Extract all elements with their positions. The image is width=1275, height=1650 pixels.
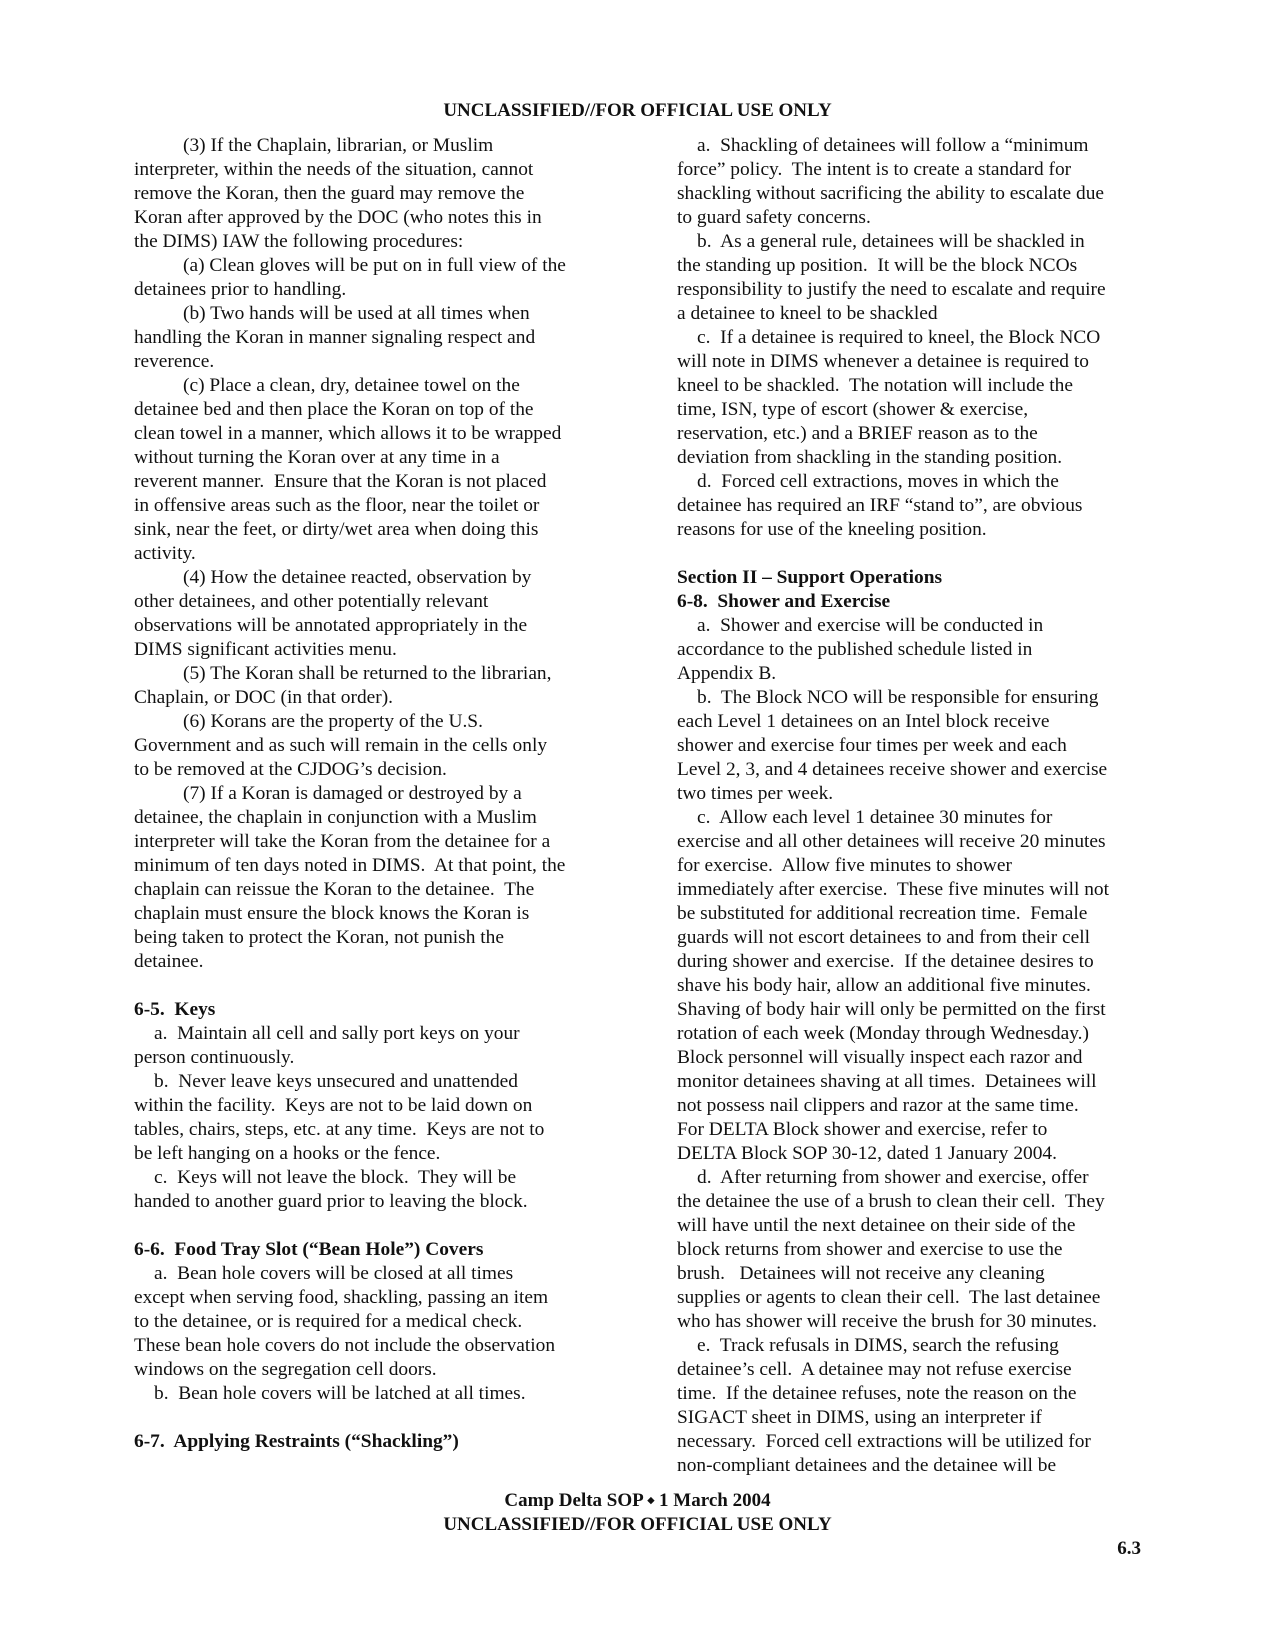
text-line: time, ISN, type of escort (shower & exercise,: [677, 399, 1029, 420]
text-line: each Level 1 detainees on an Intel block receive: [677, 711, 1050, 732]
text-line: during shower and exercise. If the detainee desires to: [677, 951, 1094, 972]
text-line: DIMS significant activities menu.: [134, 639, 397, 660]
text-line: who has shower will receive the brush for 30 minutes.: [677, 1311, 1098, 1332]
text-line: a. Maintain all cell and sally port keys on your: [154, 1023, 520, 1044]
paragraph-spacer: [134, 1214, 604, 1238]
text-line: handling the Koran in manner signaling respect and: [134, 327, 536, 348]
text-line: brush. Detainees will not receive any cleaning: [677, 1263, 1045, 1284]
text-line: other detainees, and other potentially relevant: [134, 591, 489, 612]
text-line: except when serving food, shackling, passing an item: [134, 1287, 549, 1308]
text-line: reservation, etc.) and a BRIEF reason as to the: [677, 423, 1038, 444]
text-line: minimum of ten days noted in DIMS. At that point, the: [134, 855, 566, 876]
text-line: in offensive areas such as the floor, near the toilet or: [134, 495, 540, 516]
section-heading: 6-6. Food Tray Slot (“Bean Hole”) Covers: [134, 1239, 484, 1260]
text-line: clean towel in a manner, which allows it to be wrapped: [134, 423, 562, 444]
text-line: a. Bean hole covers will be closed at all times: [154, 1263, 514, 1284]
text-line: being taken to protect the Koran, not punish the: [134, 927, 504, 948]
text-line: kneel to be shackled. The notation will include the: [677, 375, 1073, 396]
text-line: d. Forced cell extractions, moves in which the: [697, 471, 1059, 492]
text-line: a. Shackling of detainees will follow a “minimum: [697, 135, 1089, 156]
text-line: (6) Korans are the property of the U.S.: [183, 711, 483, 732]
text-line: be substituted for additional recreation time. Female: [677, 903, 1088, 924]
text-line: within the facility. Keys are not to be laid down on: [134, 1095, 533, 1116]
text-line: e. Track refusals in DIMS, search the refusing: [697, 1335, 1059, 1356]
text-line: a detainee to kneel to be shackled: [677, 303, 938, 324]
text-line: person continuously.: [134, 1047, 295, 1068]
text-line: guards will not escort detainees to and from their cell: [677, 927, 1090, 948]
text-line: non-compliant detainees and the detainee will be: [677, 1455, 1057, 1476]
text-line: not possess nail clippers and razor at the same time.: [677, 1095, 1079, 1116]
text-line: time. If the detainee refuses, note the reason on the: [677, 1383, 1077, 1404]
text-line: tables, chairs, steps, etc. at any time. Keys are not to: [134, 1119, 545, 1140]
text-line: shave his body hair, allow an additional five minutes.: [677, 975, 1091, 996]
text-line: block returns from shower and exercise to use the: [677, 1239, 1063, 1260]
classification-footer: UNCLASSIFIED//FOR OFFICIAL USE ONLY: [443, 1514, 832, 1535]
text-line: shower and exercise four times per week and each: [677, 735, 1067, 756]
text-line: a. Shower and exercise will be conducted in: [697, 615, 1044, 636]
text-line: rotation of each week (Monday through Wednesday.): [677, 1023, 1089, 1044]
section-heading: Section II – Support Operations: [677, 567, 943, 588]
paragraph-spacer: [134, 1406, 604, 1430]
text-line: c. Keys will not leave the block. They will be: [154, 1167, 517, 1188]
text-line: (7) If a Koran is damaged or destroyed by a: [183, 783, 522, 804]
paragraph-spacer: [677, 542, 1147, 566]
text-line: detainee bed and then place the Koran on top of the: [134, 399, 534, 420]
text-line: sink, near the feet, or dirty/wet area when doing this: [134, 519, 539, 540]
text-line: responsibility to justify the need to escalate and require: [677, 279, 1106, 300]
left-column: [134, 134, 604, 1454]
text-line: to guard safety concerns.: [677, 207, 871, 228]
text-line: (c) Place a clean, dry, detainee towel on the: [183, 375, 520, 396]
right-column: [677, 134, 1147, 1478]
text-line: necessary. Forced cell extractions will be utilized for: [677, 1431, 1091, 1452]
text-line: DELTA Block SOP 30-12, dated 1 January 2004.: [677, 1143, 1057, 1164]
text-line: windows on the segregation cell doors.: [134, 1359, 437, 1380]
text-line: Block personnel will visually inspect each razor and: [677, 1047, 1083, 1068]
text-line: remove the Koran, then the guard may remove the: [134, 183, 525, 204]
text-line: will note in DIMS whenever a detainee is required to: [677, 351, 1089, 372]
text-line: d. After returning from shower and exercise, offer: [697, 1167, 1089, 1188]
text-line: be left hanging on a hooks or the fence.: [134, 1143, 441, 1164]
section-heading: 6-7. Applying Restraints (“Shackling”): [134, 1431, 459, 1452]
text-line: Shaving of body hair will only be permitted on the first: [677, 999, 1106, 1020]
text-line: to be removed at the CJDOG’s decision.: [134, 759, 447, 780]
text-line: handed to another guard prior to leaving the block.: [134, 1191, 528, 1212]
text-line: (5) The Koran shall be returned to the librarian,: [183, 663, 552, 684]
text-line: the detainee the use of a brush to clean their cell. They: [677, 1191, 1105, 1212]
text-line: b. As a general rule, detainees will be shackled in: [697, 231, 1085, 252]
text-line: exercise and all other detainees will receive 20 minutes: [677, 831, 1106, 852]
text-line: chaplain can reissue the Koran to the detainee. The: [134, 879, 535, 900]
text-line: deviation from shackling in the standing position.: [677, 447, 1063, 468]
text-line: will have until the next detainee on their side of the: [677, 1215, 1076, 1236]
text-line: c. Allow each level 1 detainee 30 minutes for: [697, 807, 1053, 828]
text-line: b. The Block NCO will be responsible for ensuring: [697, 687, 1099, 708]
text-line: c. If a detainee is required to kneel, the Block NCO: [697, 327, 1101, 348]
text-line: b. Never leave keys unsecured and unattended: [154, 1071, 518, 1092]
text-line: two times per week.: [677, 783, 834, 804]
text-line: the DIMS) IAW the following procedures:: [134, 231, 464, 252]
text-line: (4) How the detainee reacted, observation by: [183, 567, 532, 588]
text-line: supplies or agents to clean their cell. The last detainee: [677, 1287, 1101, 1308]
text-line: detainee’s cell. A detainee may not refuse exercise: [677, 1359, 1072, 1380]
text-line: detainee, the chaplain in conjunction with a Muslim: [134, 807, 537, 828]
text-line: For DELTA Block shower and exercise, refer to: [677, 1119, 1048, 1140]
text-line: observations will be annotated appropriately in the: [134, 615, 528, 636]
text-line: chaplain must ensure the block knows the Koran is: [134, 903, 530, 924]
text-line: detainee has required an IRF “stand to”, are obvious: [677, 495, 1083, 516]
section-heading: 6-8. Shower and Exercise: [677, 591, 891, 612]
text-line: activity.: [134, 543, 196, 564]
text-line: to the detainee, or is required for a medical check.: [134, 1311, 523, 1332]
text-line: interpreter will take the Koran from the detainee for a: [134, 831, 551, 852]
text-line: immediately after exercise. These five minutes will not: [677, 879, 1110, 900]
text-line: reasons for use of the kneeling position.: [677, 519, 987, 540]
text-line: SIGACT sheet in DIMS, using an interpreter if: [677, 1407, 1042, 1428]
text-line: for exercise. Allow five minutes to shower: [677, 855, 1012, 876]
text-line: detainee.: [134, 951, 204, 972]
text-line: (a) Clean gloves will be put on in full view of the: [183, 255, 566, 276]
footer-title: Camp Delta SOP ⬩ 1 March 2004: [504, 1490, 771, 1511]
text-line: accordance to the published schedule listed in: [677, 639, 1033, 660]
text-line: (b) Two hands will be used at all times when: [183, 303, 530, 324]
text-line: monitor detainees shaving at all times. Detainees will: [677, 1071, 1097, 1092]
text-line: Chaplain, or DOC (in that order).: [134, 687, 394, 708]
text-line: b. Bean hole covers will be latched at all times.: [154, 1383, 526, 1404]
text-line: interpreter, within the needs of the situation, cannot: [134, 159, 534, 180]
text-line: These bean hole covers do not include the observation: [134, 1335, 556, 1356]
text-line: reverence.: [134, 351, 215, 372]
text-line: reverent manner. Ensure that the Koran is not placed: [134, 471, 547, 492]
text-line: shackling without sacrificing the ability to escalate due: [677, 183, 1105, 204]
text-line: the standing up position. It will be the block NCOs: [677, 255, 1078, 276]
text-line: without turning the Koran over at any time in a: [134, 447, 500, 468]
page-number: 6.3: [1117, 1538, 1141, 1559]
text-line: detainees prior to handling.: [134, 279, 347, 300]
text-line: force” policy. The intent is to create a standard for: [677, 159, 1072, 180]
footer: [0, 1489, 1275, 1537]
classification-header: UNCLASSIFIED//FOR OFFICIAL USE ONLY: [443, 100, 832, 121]
text-line: Level 2, 3, and 4 detainees receive shower and exercise: [677, 759, 1108, 780]
text-line: (3) If the Chaplain, librarian, or Muslim: [183, 135, 494, 156]
text-line: Koran after approved by the DOC (who notes this in: [134, 207, 542, 228]
text-line: Appendix B.: [677, 663, 777, 684]
section-heading: 6-5. Keys: [134, 999, 216, 1020]
text-line: Government and as such will remain in the cells only: [134, 735, 548, 756]
paragraph-spacer: [134, 974, 604, 998]
